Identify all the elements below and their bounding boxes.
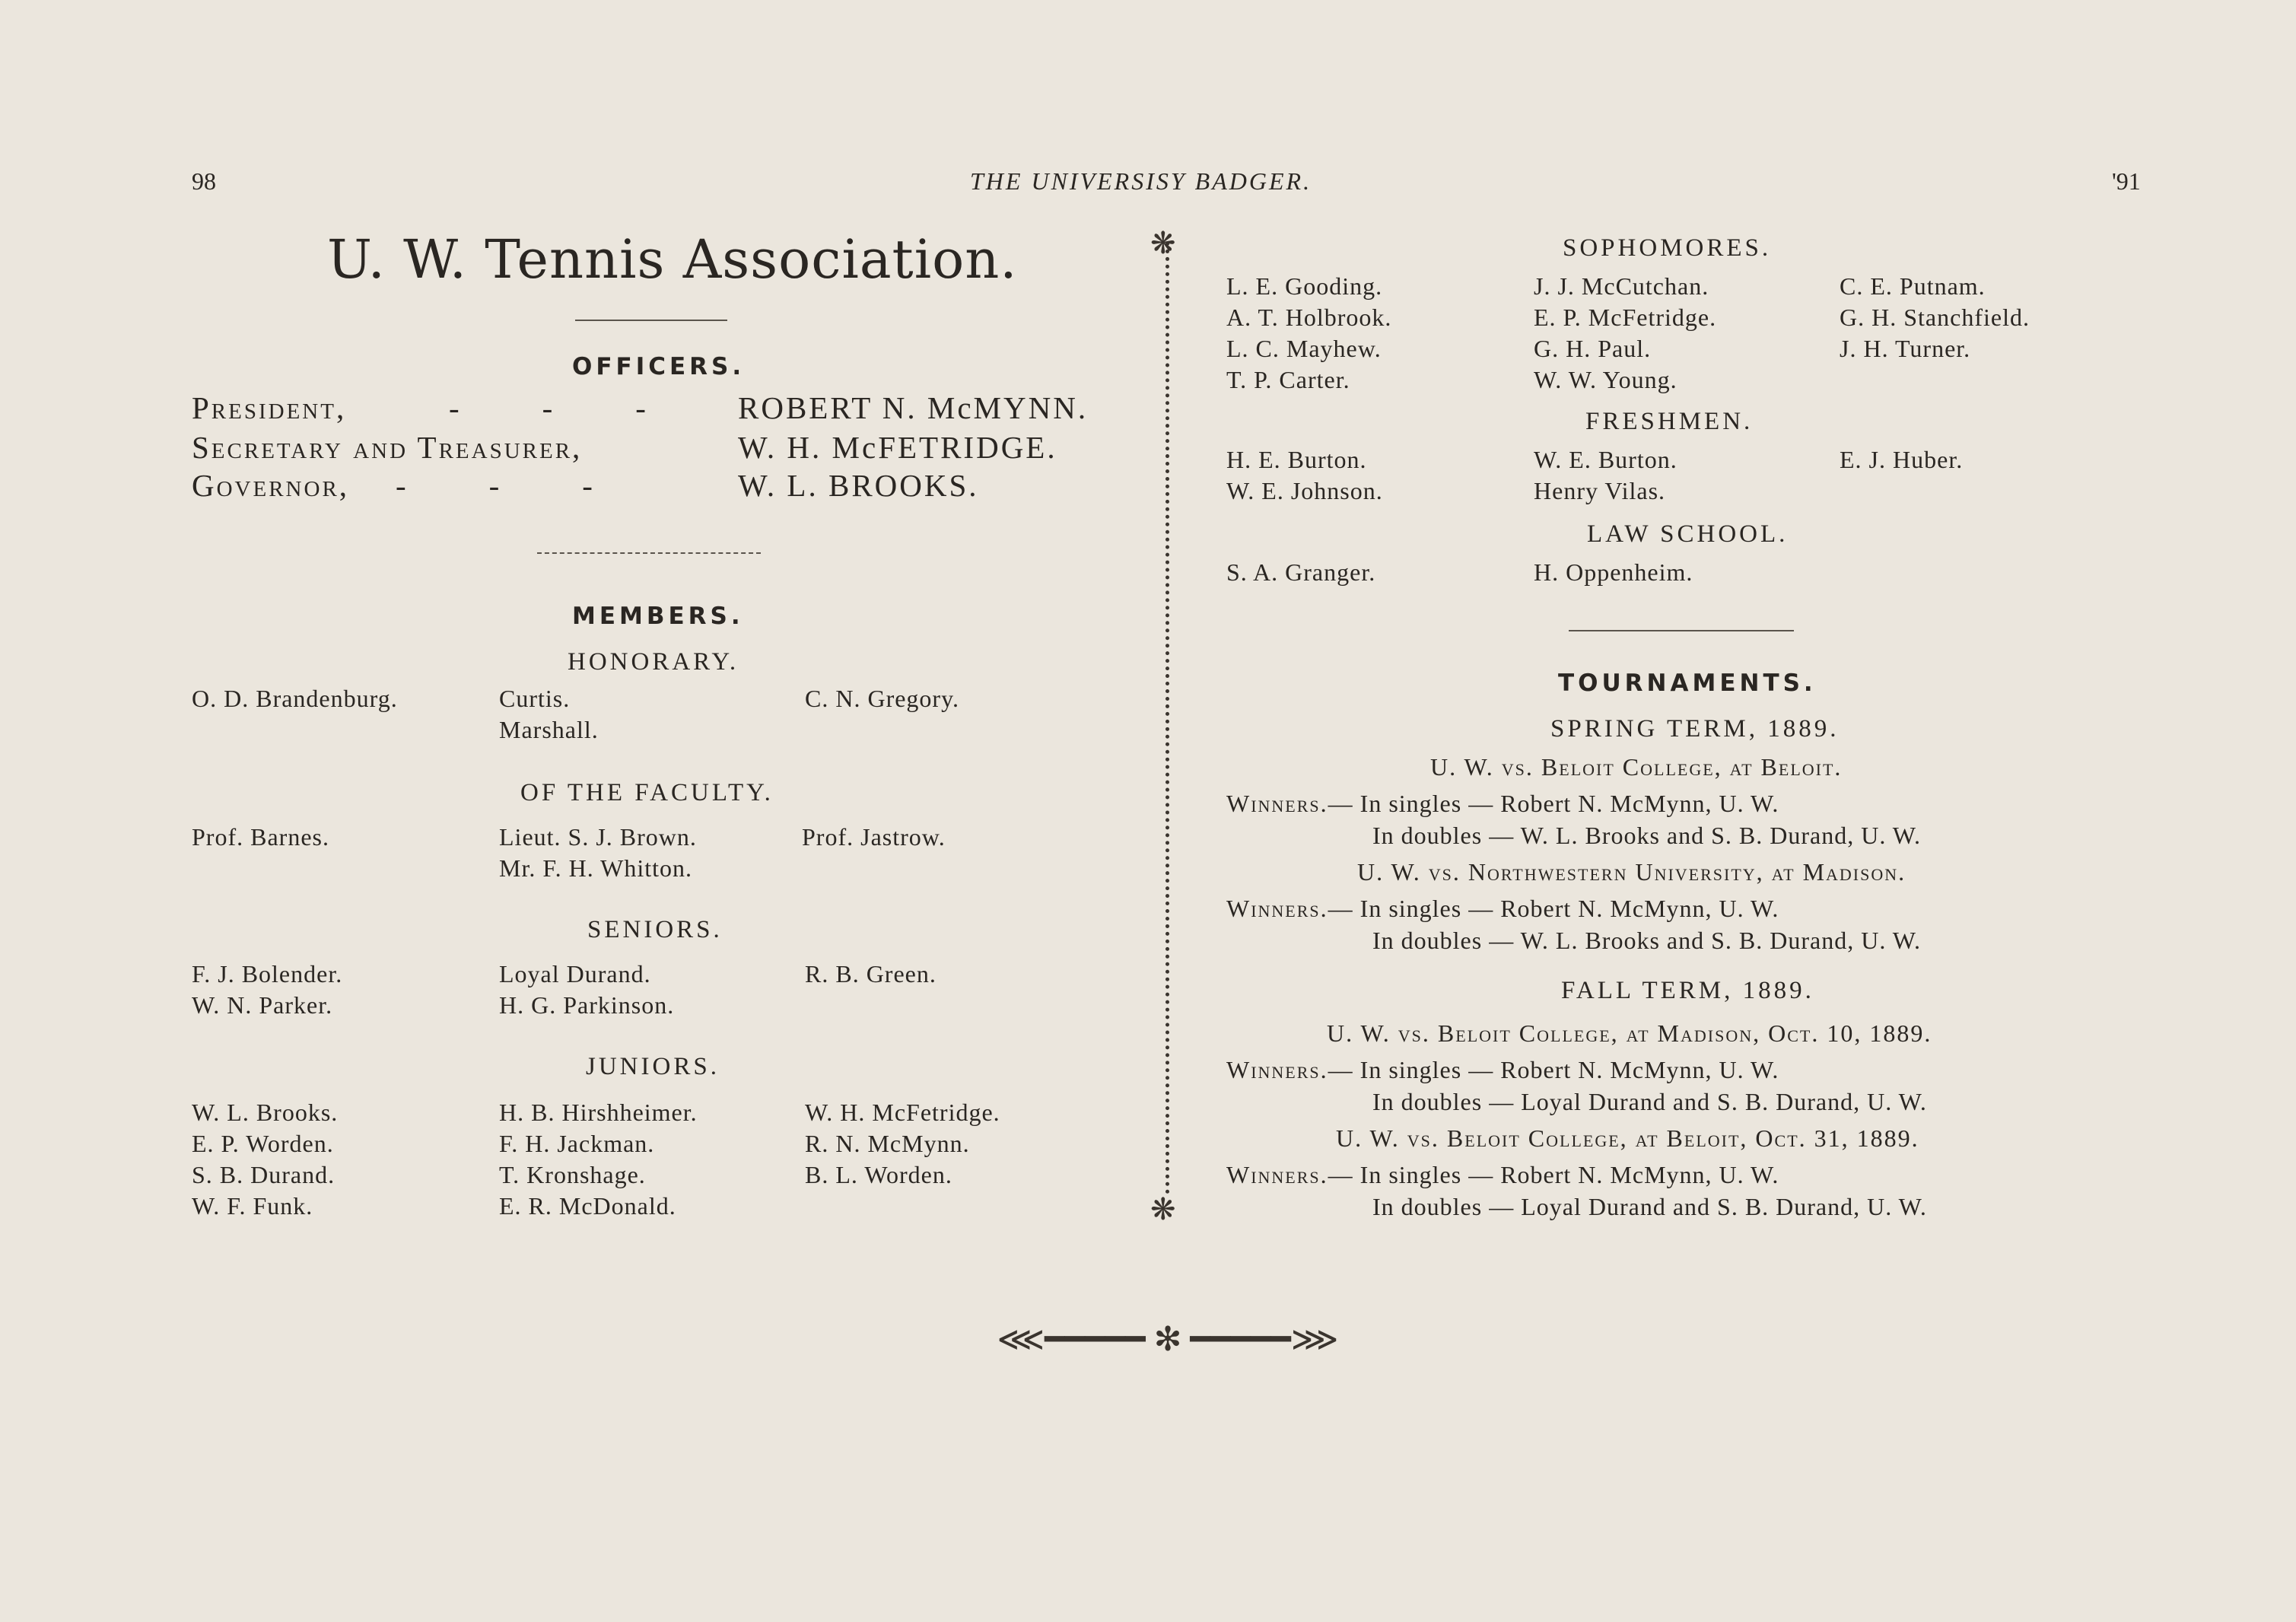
- tournaments-heading: TOURNAMENTS.: [1558, 669, 1817, 697]
- list-item: Prof. Barnes.: [192, 823, 329, 851]
- section-rule: [1569, 630, 1794, 631]
- list-item: H. B. Hirshheimer.: [499, 1099, 698, 1126]
- freshmen-label: FRESHMEN.: [1585, 408, 1754, 435]
- list-item: W. N. Parker.: [192, 991, 333, 1019]
- list-item: W. W. Young.: [1534, 366, 1677, 393]
- winners-label: Winners.: [1226, 790, 1328, 817]
- year-mark: '91: [2112, 167, 2141, 195]
- freshmen-col1: [1226, 446, 1383, 508]
- freshmen-col3: [1840, 446, 1963, 477]
- law-col2-item: H. Oppenheim.: [1534, 558, 1693, 586]
- seniors-col3: [805, 960, 937, 991]
- list-item: W. F. Funk.: [192, 1192, 313, 1220]
- faculty-col2: [499, 823, 697, 886]
- singles-result: — In singles — Robert N. McMynn, U. W.: [1328, 895, 1779, 922]
- singles-result: — In singles — Robert N. McMynn, U. W.: [1328, 790, 1779, 817]
- officer-role-secretary: Secretary and Treasurer,: [192, 430, 583, 465]
- match-title: U. W. vs. Beloit College, at Beloit, Oct. 31, 1889.: [1336, 1124, 1919, 1152]
- list-item: L. C. Mayhew.: [1226, 335, 1382, 362]
- page-number: 98: [192, 167, 216, 195]
- list-item: A. T. Holbrook.: [1226, 304, 1392, 331]
- winners-label: Winners.: [1226, 1161, 1328, 1188]
- sophomores-col2: [1534, 272, 1716, 397]
- list-item: E. P. McFetridge.: [1534, 304, 1717, 331]
- honorary-col1: [192, 685, 398, 716]
- honorary-col3: [805, 685, 959, 716]
- match-result: [1226, 895, 1779, 923]
- officer-name-secretary: W. H. McFETRIDGE.: [738, 430, 1057, 465]
- list-item: Loyal Durand.: [499, 960, 651, 988]
- list-item: E. P. Worden.: [192, 1130, 334, 1157]
- list-item: E. R. McDonald.: [499, 1192, 676, 1220]
- members-heading: MEMBERS.: [572, 603, 744, 630]
- list-item: R. B. Green.: [805, 960, 937, 988]
- list-item: F. J. Bolender.: [192, 960, 343, 988]
- officer-name-governor: W. L. BROOKS.: [738, 468, 979, 503]
- sophomores-col1: [1226, 272, 1391, 397]
- singles-result: — In singles — Robert N. McMynn, U. W.: [1328, 1056, 1779, 1083]
- running-title: THE UNIVERSISY BADGER.: [970, 167, 1312, 195]
- list-item: Marshall.: [499, 716, 599, 743]
- seniors-label: SENIORS.: [587, 916, 723, 943]
- juniors-col3: [805, 1099, 1000, 1192]
- list-item: Henry Vilas.: [1534, 477, 1666, 504]
- officer-dashes: - - -: [396, 468, 595, 503]
- match-result: [1226, 1161, 1779, 1189]
- faculty-label: OF THE FACULTY.: [520, 779, 774, 806]
- list-item: R. N. McMynn.: [805, 1130, 970, 1157]
- list-item: Mr. F. H. Whitton.: [499, 854, 692, 882]
- column-divider: [1165, 242, 1169, 1194]
- list-item: E. J. Huber.: [1840, 446, 1964, 473]
- list-item: Curtis.: [499, 685, 571, 712]
- match-result: [1226, 790, 1779, 818]
- tailpiece-ornament: ⋘━━━━━ ✻ ━━━━━⋙: [997, 1321, 1339, 1358]
- list-item: B. L. Worden.: [805, 1161, 952, 1188]
- juniors-col1: [192, 1099, 338, 1223]
- honorary-label: HONORARY.: [568, 648, 739, 676]
- doubles-result: In doubles — Loyal Durand and S. B. Durand, U. W.: [1372, 1193, 1927, 1220]
- honorary-col2: [499, 685, 599, 747]
- winners-label: Winners.: [1226, 895, 1328, 922]
- list-item: C. N. Gregory.: [805, 685, 959, 712]
- seniors-col2: [499, 960, 674, 1022]
- winners-label: Winners.: [1226, 1056, 1328, 1083]
- faculty-col1: [192, 823, 329, 854]
- list-item: O. D. Brandenburg.: [192, 685, 398, 712]
- list-item: Lieut. S. J. Brown.: [499, 823, 697, 851]
- match-title: U. W. vs. Beloit College, at Beloit.: [1430, 753, 1843, 781]
- title-rule: [575, 320, 727, 321]
- juniors-label: JUNIORS.: [586, 1053, 720, 1080]
- list-item: T. P. Carter.: [1226, 366, 1350, 393]
- singles-result: — In singles — Robert N. McMynn, U. W.: [1328, 1161, 1779, 1188]
- list-item: G. H. Stanchfield.: [1840, 304, 2030, 331]
- list-item: Prof. Jastrow.: [802, 823, 946, 851]
- page-title: U. W. Tennis Association.: [327, 228, 1018, 291]
- seniors-col1: [192, 960, 342, 1022]
- list-item: H. E. Burton.: [1226, 446, 1367, 473]
- match-title: U. W. vs. Beloit College, at Madison, Oct. 10, 1889.: [1327, 1019, 1932, 1047]
- doubles-result: In doubles — Loyal Durand and S. B. Durand, U. W.: [1372, 1088, 1927, 1115]
- juniors-col2: [499, 1099, 698, 1223]
- doubles-result: In doubles — W. L. Brooks and S. B. Durand, U. W.: [1372, 927, 1921, 954]
- faculty-col3: [802, 823, 946, 854]
- list-item: W. E. Johnson.: [1226, 477, 1383, 504]
- list-item: W. E. Burton.: [1534, 446, 1677, 473]
- officer-role-president: President,: [192, 390, 347, 425]
- match-title: U. W. vs. Northwestern University, at Madison.: [1357, 858, 1906, 886]
- list-item: W. L. Brooks.: [192, 1099, 339, 1126]
- section-rule: [537, 552, 761, 554]
- officer-dashes: - - -: [449, 390, 648, 425]
- doubles-result: In doubles — W. L. Brooks and S. B. Durand, U. W.: [1372, 822, 1921, 849]
- law-col1-item: S. A. Granger.: [1226, 558, 1376, 586]
- list-item: J. H. Turner.: [1840, 335, 1971, 362]
- list-item: L. E. Gooding.: [1226, 272, 1383, 300]
- list-item: W. H. McFetridge.: [805, 1099, 1000, 1126]
- list-item: G. H. Paul.: [1534, 335, 1652, 362]
- officers-heading: OFFICERS.: [572, 353, 746, 380]
- list-item: H. G. Parkinson.: [499, 991, 675, 1019]
- list-item: T. Kronshage.: [499, 1161, 646, 1188]
- divider-top-ornament: ❋: [1150, 226, 1176, 260]
- law-school-label: LAW SCHOOL.: [1587, 520, 1789, 548]
- list-item: C. E. Putnam.: [1840, 272, 1986, 300]
- spring-term-label: SPRING TERM, 1889.: [1550, 715, 1840, 743]
- freshmen-col2: [1534, 446, 1677, 508]
- officer-name-president: ROBERT N. McMYNN.: [738, 390, 1089, 425]
- divider-bottom-ornament: ❋: [1150, 1192, 1176, 1226]
- fall-term-label: FALL TERM, 1889.: [1561, 977, 1814, 1004]
- list-item: J. J. McCutchan.: [1534, 272, 1709, 300]
- officer-role-governor: Governor,: [192, 468, 350, 503]
- match-result: [1226, 1056, 1779, 1084]
- sophomores-label: SOPHOMORES.: [1563, 234, 1772, 262]
- list-item: F. H. Jackman.: [499, 1130, 655, 1157]
- sophomores-col3: [1840, 272, 2030, 366]
- list-item: S. B. Durand.: [192, 1161, 335, 1188]
